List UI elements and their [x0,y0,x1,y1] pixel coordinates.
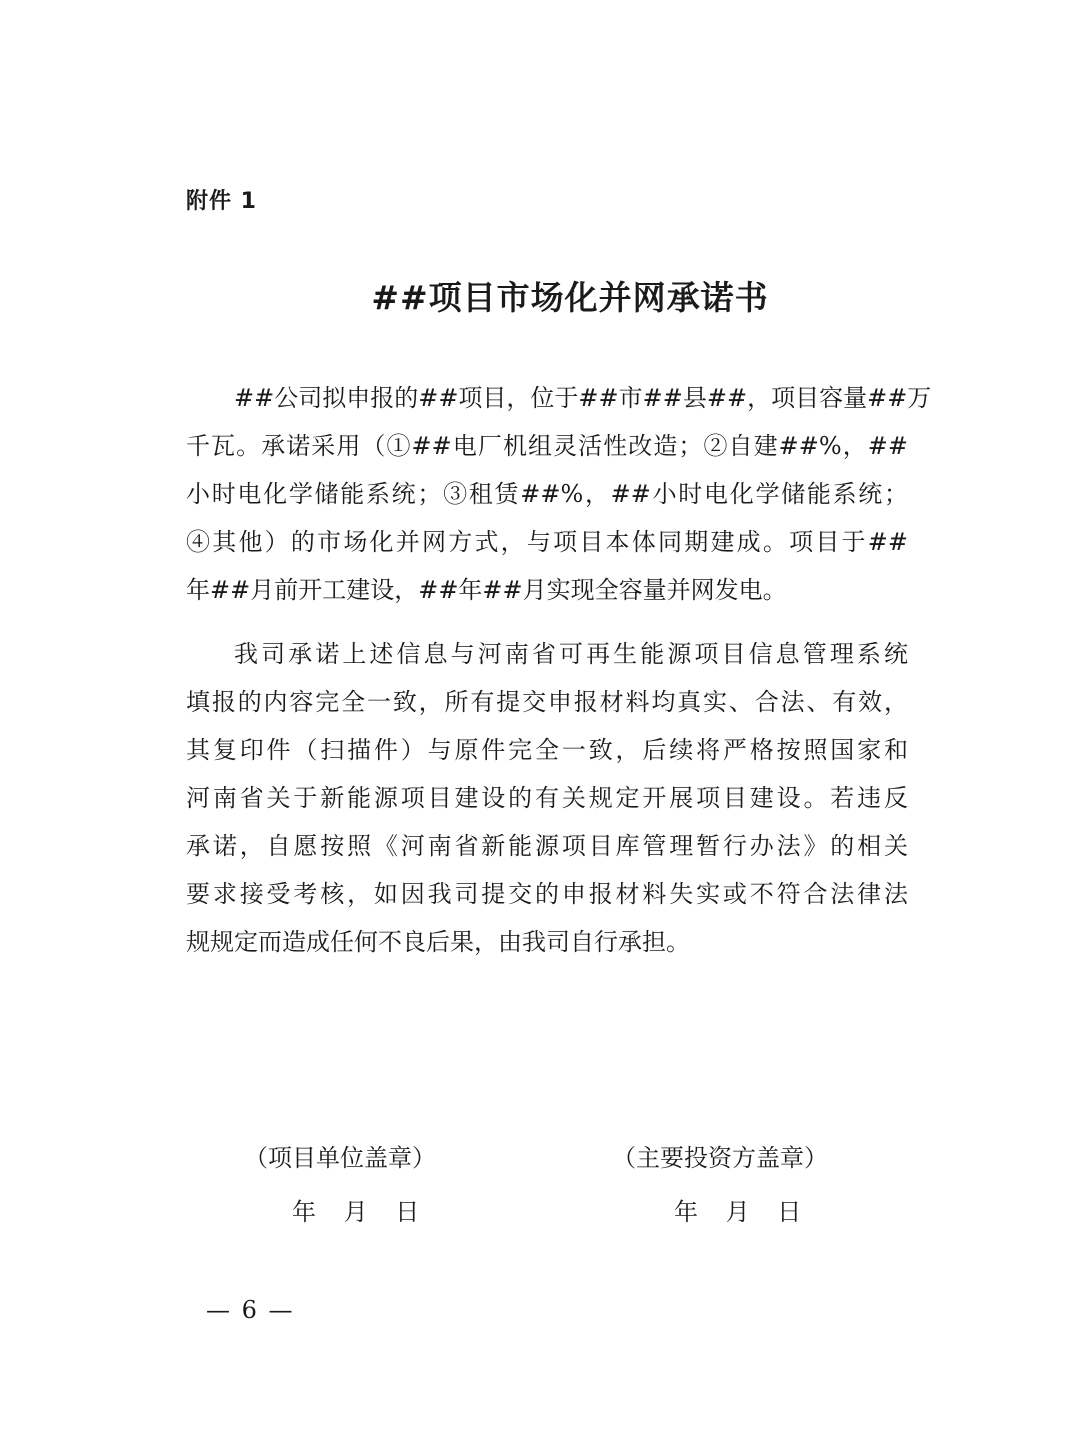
attachment-label: 附件 1 [186,189,257,214]
paragraph-line: 年##月前开工建设，##年##月实现全容量并网发电。 [186,576,787,604]
page-number: — 6 — [206,1296,295,1324]
paragraph-line: ##公司拟申报的##项目，位于##市##县##，项目容量##万 [234,384,932,412]
paragraph-line: 填报的内容完全一致，所有提交申报材料均真实、合法、有效， [186,688,908,716]
paragraph-line: 其复印件（扫描件）与原件完全一致，后续将严格按照国家和 [186,736,908,764]
paragraph-1 [186,374,932,614]
paragraph-line: 千瓦。承诺采用（①##电厂机组灵活性改造；②自建##%，## [186,432,908,460]
signature-block-main-investor [612,1138,828,1232]
paragraph-line: 河南省关于新能源项目建设的有关规定开展项目建设。若违反 [186,784,908,812]
date-line: 年 月 日 [292,1198,420,1226]
paragraph-line: 小时电化学储能系统；③租赁##%，##小时电化学储能系统； [186,480,908,508]
signature-block-project-unit [244,1138,436,1232]
paragraph-line: 我司承诺上述信息与河南省可再生能源项目信息管理系统 [234,640,908,668]
date-line: 年 月 日 [674,1198,802,1226]
document-title: ##项目市场化并网承诺书 [371,278,769,317]
paragraph-line: 规规定而造成任何不良后果，由我司自行承担。 [186,928,690,956]
paragraph-2 [186,630,908,966]
seal-label: （项目单位盖章） [244,1144,436,1172]
paragraph-line: 要求接受考核，如因我司提交的申报材料失实或不符合法律法 [186,880,908,908]
paragraph-line: 承诺，自愿按照《河南省新能源项目库管理暂行办法》的相关 [186,832,908,860]
paragraph-line: ④其他）的市场化并网方式，与项目本体同期建成。项目于## [186,528,908,556]
seal-label: （主要投资方盖章） [612,1144,828,1172]
